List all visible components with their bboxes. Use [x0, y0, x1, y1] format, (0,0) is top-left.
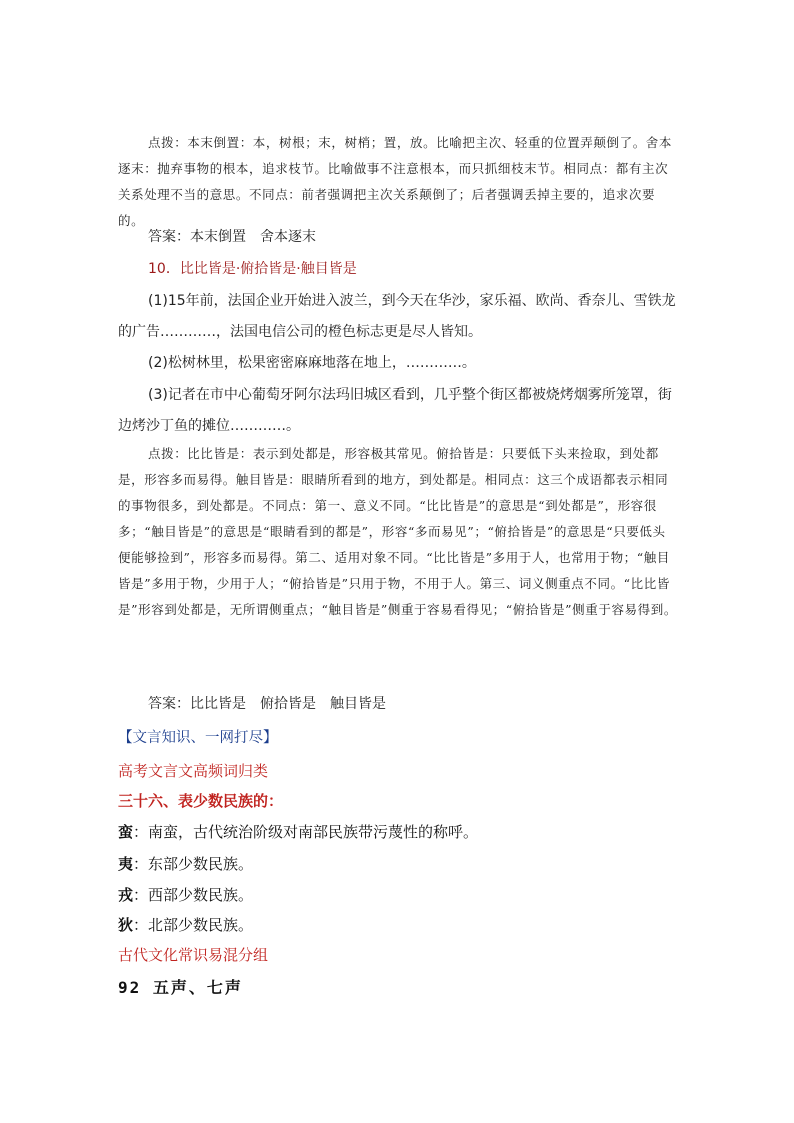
- culture-heading: 古代文化常识易混分组: [118, 946, 269, 964]
- definition-word: 戎: [118, 886, 134, 904]
- question-10-1: (1)15年前，法国企业开始进入波兰，到今天在华沙，家乐福、欧尚、香奈儿、雪铁龙的广告…………，法国电信公司的橙色标志更是尽人皆知。: [118, 293, 676, 340]
- definition-item: [118, 884, 678, 905]
- category-heading: 三十六、表少数民族的：: [118, 792, 284, 810]
- question-10-3: (3)记者在市中心葡萄牙阿尔法玛旧城区看到，几乎整个街区都被烧烤烟雾所笼罩，街边烤沙丁鱼的摊位…………。: [118, 387, 672, 434]
- definition-word: 蛮: [118, 823, 134, 841]
- definition-item: [118, 914, 678, 935]
- answer-9: 答案：本末倒置 舍本逐末: [148, 229, 316, 245]
- definition-text: ：北部少数民族。: [133, 916, 254, 934]
- culture-item-heading: 92 五声、七声: [118, 978, 243, 997]
- subtitle-vocab: 高考文言文高频词归类: [118, 762, 269, 780]
- analysis-paragraph-10: 点拨：比比皆是：表示到处都是，形容极其常见。俯拾皆是：只要低下头来捡取，到处都是，形容多而易得。触目皆是：眼睛所看到的地方，到处都是。相同点：这三个成语都表示相同的事物很多，到处都是。不同点：第一、意义不同。“比比皆是”的意思是“到处都是”，形容很多；“触目皆是”的意思是“眼睛看到的都是”，形容“多而易见”；“俯拾皆是”的意思是“只要低头便能够捡到”，形容多而易得。第二、适用对象不同。“比比皆是”多用于人，也常用于物；“触目皆是”多用于物，少用于人；“俯拾皆是”只用于物，不用于人。第三、词义侧重点不同。“比比皆是”形容到处都是，无所谓侧重点；“触目皆是”侧重于容易看得见；“俯拾皆是”侧重于容易得到。: [118, 446, 677, 617]
- definition-word: 狄: [118, 916, 134, 934]
- analysis-paragraph-9: 点拨：本末倒置：本，树根；末，树梢；置，放。比喻把主次、轻重的位置弄颠倒了。舍本逐末：抛弃事物的根本，追求枝节。比喻做事不注意根本，而只抓细枝末节。相同点：都有主次关系处理不当的意思。不同点：前者强调把主次关系颠倒了；后者强调丢掉主要的，追求次要的。: [118, 135, 673, 228]
- knowledge-banner: 【文言知识、一网打尽】: [118, 730, 278, 746]
- definition-word: 夷: [118, 855, 134, 873]
- definition-item: [118, 821, 678, 842]
- definition-item: [118, 853, 678, 874]
- definition-text: ：南蛮，古代统治阶级对南部民族带污蔑性的称呼。: [133, 823, 479, 841]
- definition-text: ：东部少数民族。: [133, 855, 254, 873]
- question-title-10: 10．比比皆是·俯拾皆是·触目皆是: [148, 261, 357, 277]
- question-10-2: (2)松树林里，松果密密麻麻地落在地上，…………。: [148, 355, 476, 371]
- definition-text: ：西部少数民族。: [133, 886, 254, 904]
- answer-10: 答案：比比皆是 俯拾皆是 触目皆是: [148, 696, 386, 712]
